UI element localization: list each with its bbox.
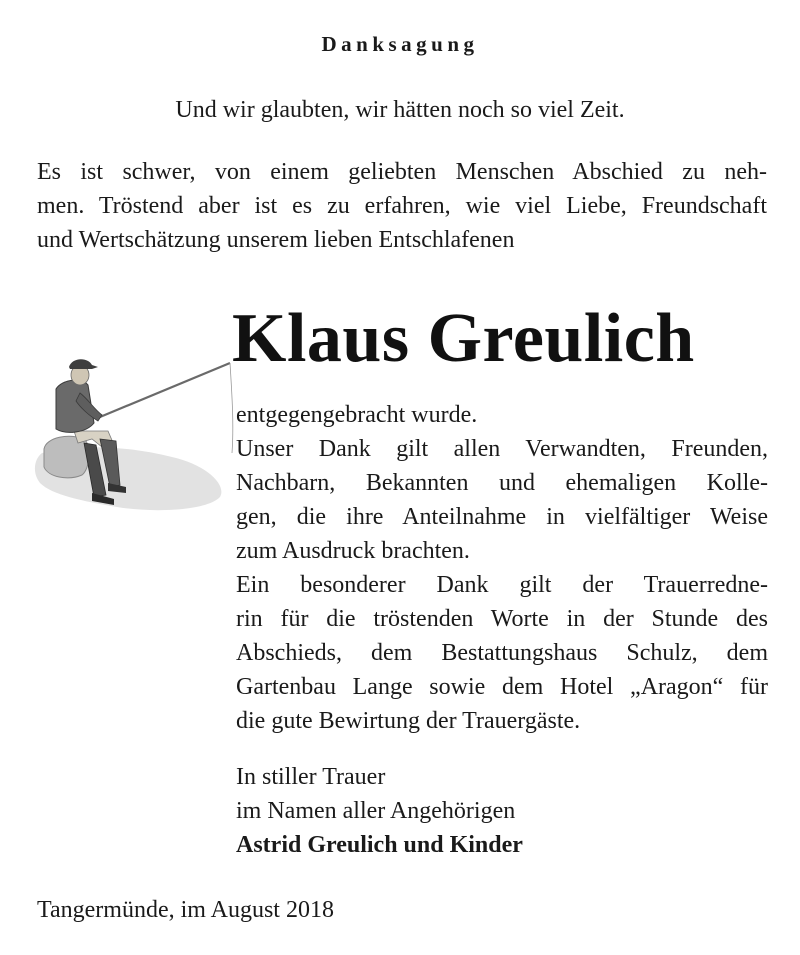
closing-line: In stiller Trauer [236,764,386,790]
closing-line: im Namen aller Angehörigen [236,798,516,824]
intro-paragraph [37,155,767,257]
intro-line: Es ist schwer, von einem geliebten Menschen Abschied zu neh- [37,159,767,185]
body-line: gen, die ihre Anteilnahme in vielfältiger Weise [236,504,768,530]
body-line: die gute Bewirtung der Trauergäste. [236,708,581,734]
notice-title: Danksagung [321,32,479,56]
place-date: Tangermünde, im August 2018 [37,897,334,923]
thanks-paragraph [236,398,768,738]
intro-line: und Wertschätzung unserem lieben Entschlafenen [37,227,515,253]
fisherman-illustration-icon [22,335,237,525]
signature: Astrid Greulich und Kinder [236,832,523,858]
deceased-name: Klaus Greulich [232,300,695,377]
body-line: Gartenbau Lange sowie dem Hotel „Aragon“ für [236,674,768,700]
body-line: rin für die tröstenden Worte in der Stunde des [236,606,768,632]
body-line: entgegengebracht wurde. [236,402,478,428]
body-line: Unser Dank gilt allen Verwandten, Freunden, [236,436,768,462]
closing-block [236,760,776,862]
body-line: Ein besonderer Dank gilt der Trauerredne- [236,572,768,598]
body-line: zum Ausdruck brachten. [236,538,470,564]
motto-line: Und wir glaubten, wir hätten noch so viel Zeit. [175,97,625,123]
intro-line: men. Tröstend aber ist es zu erfahren, wie viel Liebe, Freundschaft [37,193,767,219]
body-line: Nachbarn, Bekannten und ehemaligen Kolle- [236,470,768,496]
body-line: Abschieds, dem Bestattungshaus Schulz, dem [236,640,768,666]
